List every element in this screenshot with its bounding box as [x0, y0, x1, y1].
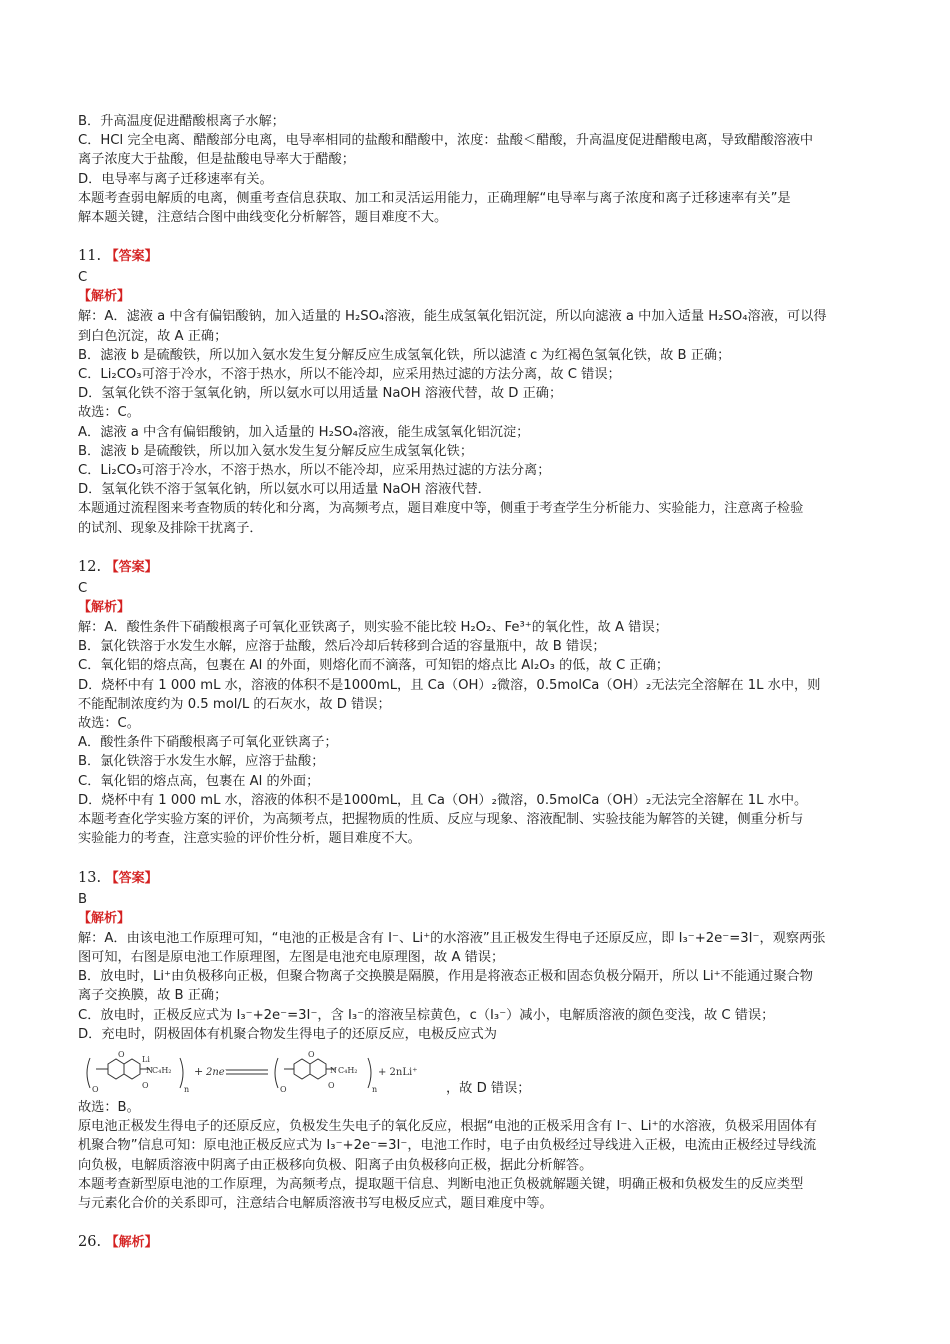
text-line: 实验能力的考查，注意实验的评价性分析，题目难度不大。 [78, 831, 421, 847]
text-line: C．Li₂CO₃可溶于冷水，不溶于热水，所以不能冷却，应采用热过滤的方法分离； [78, 463, 551, 479]
text-line: B．氯化铁溶于水发生水解，应溶于盐酸，然后冷却后转移到合适的容量瓶中，故 B 错误； [78, 639, 606, 655]
svg-text:O: O [92, 1084, 99, 1094]
text-line: C．Li₂CO₃可溶于冷水，不溶于热水，所以不能冷却，应采用热过滤的方法分离，故 C 错误； [78, 367, 621, 383]
svg-text:Li: Li [142, 1054, 150, 1064]
text-line: D．电导率与离子迁移速率有关。 [78, 171, 273, 187]
text-line: 故选：C。 [78, 716, 140, 732]
text-line: B．滤液 b 是硫酸铁，所以加入氨水发生复分解反应生成氢氧化铁； [78, 443, 474, 459]
formula-electrons: 2ne⁻ [206, 1066, 230, 1078]
svg-text:N: N [146, 1065, 153, 1075]
svg-text:n: n [372, 1084, 378, 1094]
text-line: 故选：B。 [78, 1099, 140, 1115]
text-line: D．氢氧化铁不溶于氢氧化钠，所以氨水可以用适量 NaOH 溶液代替． [78, 482, 491, 498]
text-line: 离子浓度大于盐酸，但是盐酸电导率大于醋酸； [78, 152, 355, 168]
analysis-tag: 【解析】 [78, 289, 131, 305]
text-line: 与元素化合价的关系即可，注意结合电解质溶液书写电极反应式，题目难度中等。 [78, 1195, 553, 1211]
text-line: 向负极，电解质溶液中阴离子由正极移向负极、阳离子由负极移向正极，据此分析解答。 [78, 1157, 593, 1173]
answer-tag: 【答案】 [105, 559, 158, 575]
text-line: C．HCl 完全电离、醋酸部分电离，电导率相同的盐酸和醋酸中，浓度：盐酸＜醋酸，升高温度促进醋酸电离，导致醋酸溶液中 [78, 133, 814, 149]
formula-substituent: C₄H₂ [338, 1065, 358, 1075]
document-page [78, 112, 890, 1254]
text-line: D．充电时，阴极固体有机聚合物发生得电子的还原反应，电极反应式为 [78, 1026, 497, 1042]
question-11 [78, 245, 890, 538]
electrode-reaction-formula [78, 1046, 890, 1098]
text-line: 故选：C。 [78, 405, 140, 421]
svg-text:O: O [280, 1084, 287, 1094]
polymer-reaction-image [78, 1048, 438, 1098]
text-line: 的试剂、现象及排除干扰离子． [78, 520, 263, 536]
text-line: C．放电时，正极反应式为 I₃⁻+2e⁻=3I⁻，含 I₃⁻的溶液呈棕黄色，c（I₃⁻）减小，电解质溶液的颜色变浅，故 C 错误； [78, 1007, 775, 1023]
text-line: 解本题关键，注意结合图中曲线变化分析解答，题目难度不大。 [78, 210, 448, 226]
formula-suffix: ，故 D 错误； [446, 1080, 531, 1096]
text-line: 本题通过流程图来考查物质的转化和分离，为高频考点，题目难度中等，侧重于考查学生分析能力、实验能力，注意离子检验 [78, 501, 804, 517]
question-13 [78, 867, 890, 1214]
answer-value: C [78, 580, 88, 596]
svg-text:O: O [142, 1080, 149, 1090]
text-line: 本题考查化学实验方案的评价，为高频考点，把握物质的性质、反应与现象、溶液配制、实验技能为解答的关键，侧重分析与 [78, 812, 804, 828]
answer-tag: 【答案】 [105, 870, 158, 886]
text-line: 机聚合物”信息可知：原电池正极反应式为 I₃⁻+2e⁻=3I⁻，电池工作时，电子由负极经过导线进入正极，电流由正极经过导线流 [78, 1138, 817, 1154]
analysis-tag: 【解析】 [78, 910, 131, 926]
question-number: 13. [78, 869, 102, 886]
text-line: 解：A．滤液 a 中含有偏铝酸钠，加入适量的 H₂SO₄溶液，能生成氢氧化铝沉淀，所以向滤液 a 中加入适量 H₂SO₄溶液，可以得 [78, 309, 827, 325]
text-line: 离子交换膜，故 B 正确； [78, 988, 228, 1004]
svg-text:n: n [184, 1084, 190, 1094]
svg-text:O: O [328, 1080, 335, 1090]
text-line: D．烧杯中有 1 000 mL 水，溶液的体积不是1000mL，且 Ca（OH）₂微溶，0.5molCa（OH）₂无法完全溶解在 1L 水中，则 [78, 677, 821, 693]
text-line: B．放电时，Li⁺由负极移向正极，但聚合物离子交换膜是隔膜，作用是将液态正极和固态负极分隔开，所以 Li⁺不能通过聚合物 [78, 969, 813, 985]
question-number: 11. [78, 248, 102, 265]
text-line: 解：A．酸性条件下硝酸根离子可氧化亚铁离子，则实验不能比较 H₂O₂、Fe³⁺的氧化性，故 A 错误； [78, 620, 668, 636]
formula-plus: + [194, 1064, 204, 1078]
text-line: 图可知，右图是原电池工作原理图，左图是电池充电原理图，故 A 错误； [78, 949, 505, 965]
text-line: B．氯化铁溶于水发生水解，应溶于盐酸； [78, 754, 325, 770]
answer-tag: 【答案】 [105, 249, 158, 265]
text-line: B．滤液 b 是硫酸铁，所以加入氨水发生复分解反应生成氢氧化铁，所以滤渣 c 为红褐色氢氧化铁，故 B 正确； [78, 347, 731, 363]
text-line: 不能配制浓度约为 0.5 mol/L 的石灰水，故 D 错误； [78, 696, 391, 712]
svg-text:O: O [118, 1049, 125, 1059]
svg-text:O: O [308, 1049, 315, 1059]
answer-value: B [78, 891, 88, 907]
answer-value: C [78, 270, 88, 286]
text-line: A．滤液 a 中含有偏铝酸钠，加入适量的 H₂SO₄溶液，能生成氢氧化铝沉淀； [78, 424, 530, 440]
text-line: 到白色沉淀，故 A 正确； [78, 328, 228, 344]
text-line: C．氧化铝的熔点高，包裹在 Al 的外面，则熔化而不滴落，可知铝的熔点比 Al₂O₃ 的低，故 C 正确； [78, 658, 670, 674]
question-26 [78, 1231, 890, 1254]
text-line: D．氢氧化铁不溶于氢氧化钠，所以氨水可以用适量 NaOH 溶液代替，故 D 正确； [78, 386, 563, 402]
text-line: C．氧化铝的熔点高，包裹在 Al 的外面； [78, 773, 320, 789]
text-line: B．升高温度促进醋酸根离子水解； [78, 114, 285, 129]
question-12 [78, 556, 890, 849]
text-line: 原电池正极发生得电子的还原反应，负极发生失电子的氧化反应，根据“电池的正极采用含有 I⁻、Li⁺的水溶液，负极采用固体有 [78, 1119, 817, 1135]
text-line: D．烧杯中有 1 000 mL 水，溶液的体积不是1000mL，且 Ca（OH）₂微溶，0.5molCa（OH）₂无法完全溶解在 1L 水中。 [78, 792, 808, 808]
text-line: 本题考查新型原电池的工作原理，为高频考点，提取题干信息、判断电池正负极就解题关键，明确正极和负极发生的反应类型 [78, 1176, 804, 1192]
q10-tail [78, 112, 890, 227]
text-line: 解：A．由该电池工作原理可知，“电池的正极是含有 I⁻、Li⁺的水溶液”且正极发生得电子还原反应，即 I₃⁻+2e⁻=3I⁻，观察两张 [78, 930, 826, 946]
question-number: 26. [78, 1234, 102, 1251]
analysis-tag: 【解析】 [78, 600, 131, 616]
svg-text:N: N [330, 1065, 337, 1075]
formula-substituent: C₄H₂ [152, 1065, 172, 1075]
question-number: 12. [78, 558, 102, 575]
text-line: A．酸性条件下硝酸根离子可氧化亚铁离子； [78, 735, 338, 751]
analysis-tag: 【解析】 [105, 1235, 158, 1251]
text-line: 本题考查弱电解质的电离，侧重考查信息获取、加工和灵活运用能力，正确理解“电导率与离子浓度和离子迁移速率有关”是 [78, 190, 791, 206]
formula-product: + 2nLi⁺ [378, 1066, 418, 1078]
